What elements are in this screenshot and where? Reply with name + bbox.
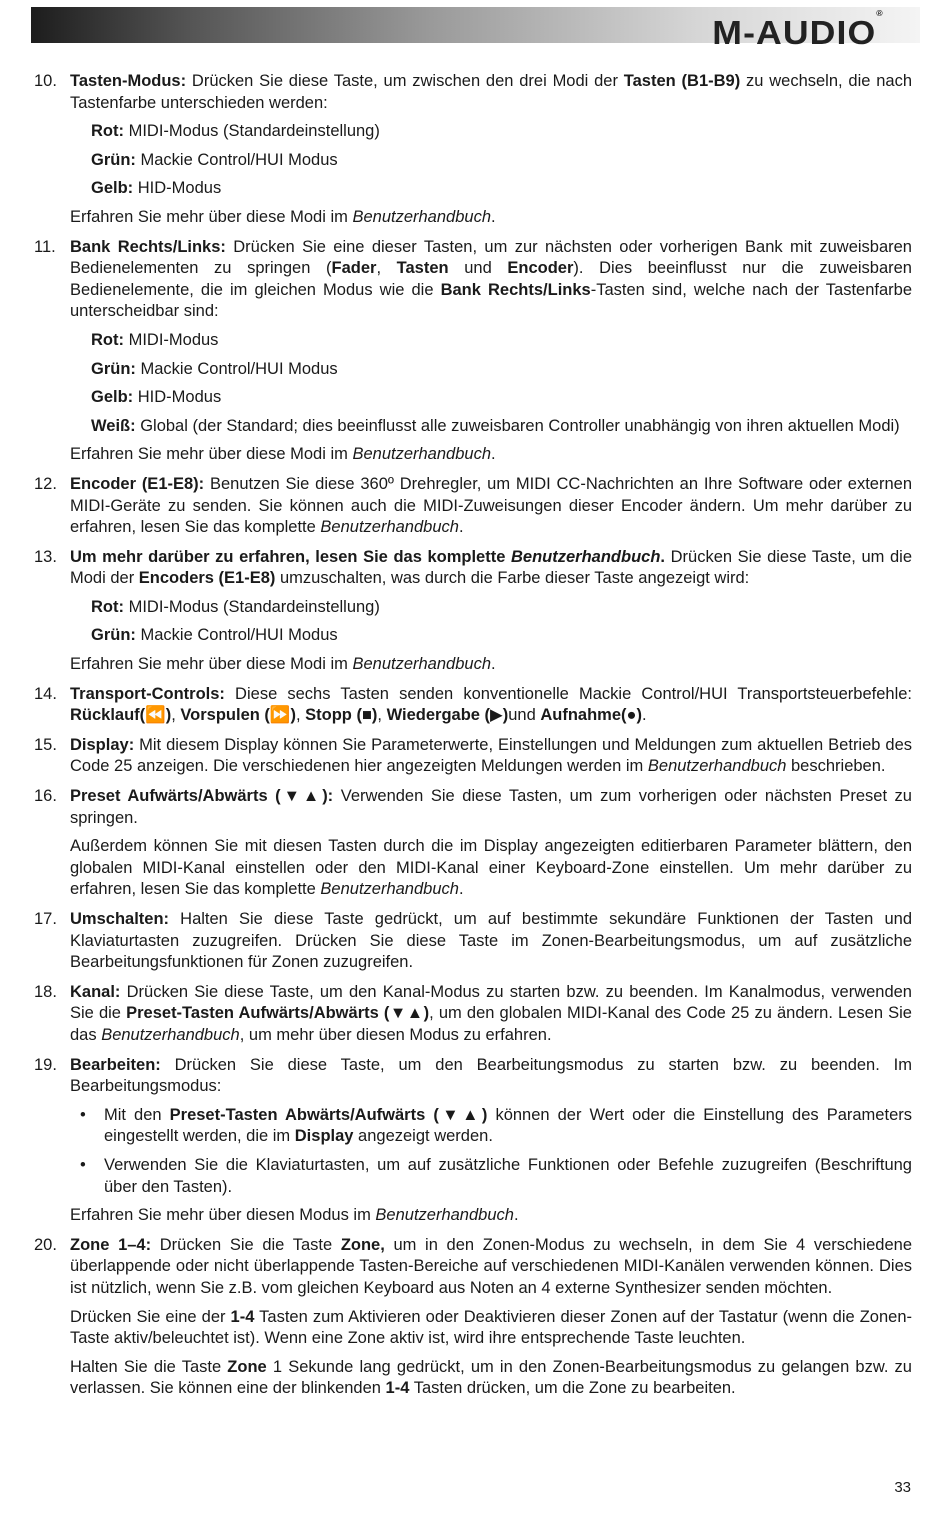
item-number: 16. [34,787,57,806]
list-item-20: 20. Zone 1–4: Drücken Sie die Taste Zone, um in den Zonen-Modus zu wechseln, in dem Sie 4 verschiedene überlappende oder nicht überlappende Tasten-Bereiche auf verschiedenen MIDI-Kanälen verwenden können. Dies ist nützlich, wenn Sie z.B. vom gleichen Keyboard aus Noten an 4 externe Synthesizer senden möchten. Drücken Sie eine der 1-4 Tasten zum Aktivieren oder Deaktivieren dieser Zonen auf der Tastatur (wenn die Zonen-Taste aktiv/beleuchtet ist). Wenn eine Zone aktiv ist, wird ihre entsprechende Taste leuchten. Halten Sie die Taste Zone 1 Sekunde lang gedrückt, um in den Zonen-Bearbeitungsmodus zu gelangen bzw. zu verlassen. Sie können eine der blinkenden 1-4 Tasten drücken, um die Zone zu bearbeiten. [34,1235,912,1398]
header-bar [31,7,920,51]
mode-green: Grün: Mackie Control/HUI Modus [91,150,338,169]
list-item-12: 12. Encoder (E1-E8): Benutzen Sie diese 360º Drehregler, um MIDI CC-Nachrichten an Ihre Software oder externen MIDI-Geräte zu senden. Sie können auch die MIDI-Zuweisungen dieser Encoder ändern. Um mehr darüber zu erfahren, lesen Sie das komplette Benutzerhandbuch. [34,474,912,537]
list-item-18: 18. Kanal: Drücken Sie diese Taste, um den Kanal-Modus zu starten bzw. zu beenden. Im Kanalmodus, verwenden Sie die Preset-Tasten Aufwärts/Abwärts (▼▲), um den globalen MIDI-Kanal des Code 25 zu ändern. Lesen Sie das Benutzerhandbuch, um mehr über diesen Modus zu erfahren. [34,982,912,1044]
mode-red: Rot: MIDI-Modus (Standardeinstellung) [91,122,380,141]
item-number: 14. [34,684,57,703]
list-item-14: 14. Transport-Controls: Diese sechs Tasten senden konventionelle Mackie Control/HUI Transportsteuerbefehle: Rücklauf(⏪), Vorspulen (⏩), Stopp (■), Wiedergabe (▶)und Aufnahme(●). [34,684,912,725]
more-info: Erfahren Sie mehr über diese Modi im Benutzerhandbuch. [70,655,496,674]
mode-yellow: Gelb: HID-Modus [91,388,222,407]
list-item-17: 17. Umschalten: Halten Sie diese Taste gedrückt, um auf bestimmte sekundäre Funktionen der Tasten und Klaviaturtasten zuzugreifen. Drücken Sie diese Taste im Zonen-Bearbeitungsmodus, um auf zusätzliche Bearbeitungsfunktionen für Zonen zuzugreifen. [34,910,912,972]
list-item-19: 19. Bearbeiten: Drücken Sie diese Taste, um den Bearbeitungsmodus zu starten bzw. zu beenden. Im Bearbeitungsmodus: • Mit den Preset-Tasten Abwärts/Aufwärts (▼▲) können der Wert oder die Einstellung des Parameters eingestellt werden, die im Display angezeigt werden. • Verwenden Sie die Klaviaturtasten, um auf zusätzliche Funktionen oder Befehle zuzugreifen (Beschriftung über den Tasten). Erfahren Sie mehr über diesen Modus im Benutzerhandbuch. [31,1055,912,1227]
mode-red: Rot: MIDI-Modus [91,330,219,349]
mode-red: Rot: MIDI-Modus (Standardeinstellung) [91,597,380,616]
mode-yellow: Gelb: HID-Modus [91,179,222,198]
item-number: 15. [34,735,57,754]
item-number: 18. [34,982,57,1001]
bullet-item: • Mit den Preset-Tasten Abwärts/Aufwärts (▼▲) können der Wert oder die Einstellung des Parameters eingestellt werden, die im Display angezeigt werden. [70,1105,912,1148]
mode-white: Weiß: Global (der Standard; dies beeinflusst alle zuweisbaren Controller unabhängig von ihren aktuellen Modi) [91,416,900,435]
bullet-list [70,1105,912,1198]
list-item-16: 16. Preset Aufwärts/Abwärts (▼▲): Verwenden Sie diese Tasten, um zum vorherigen oder nächsten Preset zu springen. Außerdem können Sie mit diesen Tasten durch die im Display angezeigten editierbaren Parameter blättern, den globalen MIDI-Kanal einstellen oder den MIDI-Kanal einer Keyboard-Zone einstellen. Um mehr darüber zu erfahren, lesen Sie das komplette Benutzerhandbuch. [34,787,912,899]
item-number: 13. [34,547,57,566]
item-number: 19. [34,1055,57,1074]
mode-green: Grün: Mackie Control/HUI Modus [91,359,338,378]
document-body [31,71,912,1408]
more-info: Erfahren Sie mehr über diese Modi im Benutzerhandbuch. [70,445,496,464]
item-number: 12. [34,474,57,493]
more-info: Erfahren Sie mehr über diese Modi im Benutzerhandbuch. [70,207,496,226]
list-item-13: 13. Um mehr darüber zu erfahren, lesen Sie das komplette Benutzerhandbuch. Drücken Sie diese Taste, um die Modi der Encoders (E1-E8) umzuschalten, was durch die Farbe dieser Taste angezeigt wird: Rot: MIDI-Modus (Standardeinstellung) Grün: Mackie Control/HUI Modus Erfahren Sie mehr über diese Modi im Benutzerhandbuch. [31,547,912,676]
item-number: 17. [34,910,57,928]
page-number: 33 [894,1479,911,1496]
more-info: Erfahren Sie mehr über diesen Modus im Benutzerhandbuch. [70,1206,519,1225]
list-item-15: 15. Display: Mit diesem Display können Sie Parameterwerte, Einstellungen und Meldungen zum aktuellen Betrieb des Code 25 anzeigen. Die verschiedenen hier angezeigten Meldungen werden im Benutzerhandbuch beschrieben. [34,735,912,776]
list-item-11: 11. Bank Rechts/Links: Drücken Sie eine dieser Tasten, um zur nächsten oder vorherigen Bank mit zuweisbaren Bedienelementen zu springen (Fader, Tasten und Encoder). Dies beeinflusst nur die zuweisbaren Bedienelemente, die im gleichen Modus wie die Bank Rechts/Links-Tasten sind, welche nach der Tastenfarbe unterscheidbar sind: Rot: MIDI-Modus Grün: Mackie Control/HUI Modus Gelb: HID-Modus Weiß: Global (der Standard; dies beeinflusst alle zuweisbaren Controller unabhängig von ihren aktuellen Modi) Erfahren Sie mehr über diese Modi im Benutzerhandbuch. [31,237,912,466]
brand-logo: M-AUDIO® [712,9,884,51]
item-number: 20. [34,1235,57,1254]
list-item-10: 10. Tasten-Modus: Drücken Sie diese Taste, um zwischen den drei Modi der Tasten (B1-B9) zu wechseln, die nach Tastenfarbe unterschieden werden: Rot: MIDI-Modus (Standardeinstellung) Grün: Mackie Control/HUI Modus Gelb: HID-Modus Erfahren Sie mehr über diese Modi im Benutzerhandbuch. [31,71,912,229]
item-number: 10. [34,72,57,90]
item-number: 11. [34,237,56,256]
mode-green: Grün: Mackie Control/HUI Modus [91,626,338,645]
bullet-item: • Verwenden Sie die Klaviaturtasten, um auf zusätzliche Funktionen oder Befehle zuzugreifen (Beschriftung über den Tasten). [70,1155,912,1198]
